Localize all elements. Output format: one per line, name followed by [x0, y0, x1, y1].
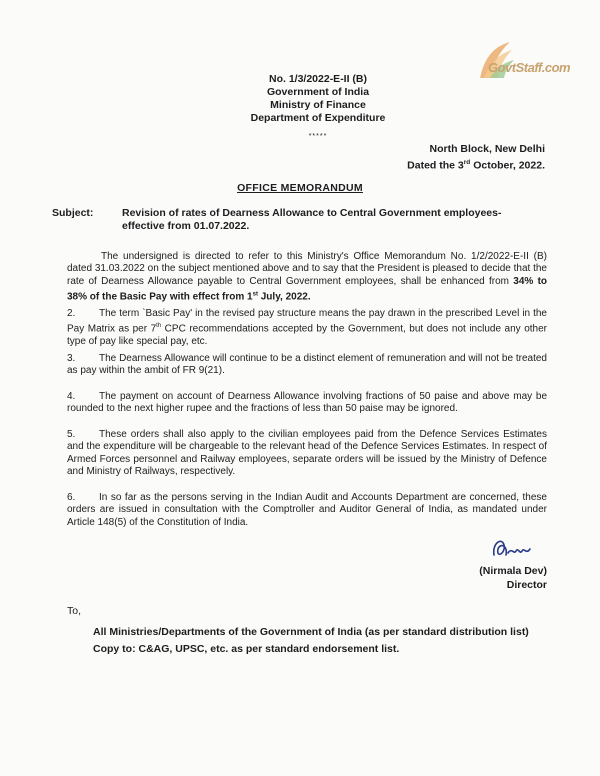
- subject-label: Subject:: [52, 207, 94, 219]
- paragraph-1: The undersigned is directed to refer to this Ministry's Office Memorandum No. 1/2/2022-E-II (B) dated 31.03.2022 on the subject mentioned above and to say that the President is pleased to decide that the rate of Dearness Allowance payable to Central Government employees, shall be enhanced from 34% to 38% of the Basic Pay with effect from 1st July, 2022.: [67, 251, 548, 303]
- office-memorandum-title: OFFICE MEMORANDUM: [237, 182, 363, 194]
- signatory-block: [479, 564, 547, 592]
- logo-text: GovtStaff.com: [488, 60, 571, 75]
- distribution-line-2: Copy to: C&AG, UPSC, etc. as per standard endorsement list.: [93, 643, 400, 655]
- distribution-line-1: All Ministries/Departments of the Government of India (as per standard distribution list): [93, 626, 529, 638]
- subject-line1: Revision of rates of Dearness Allowance to Central Government employees-: [122, 207, 502, 219]
- place-location: North Block, New Delhi: [429, 143, 545, 155]
- paragraph-2: 2. The term `Basic Pay' in the revised pay structure means the pay drawn in the prescribed Level in the Pay Matrix as per 7th CPC recommendations accepted by the Government, but does not include any other type of pay like special pay, etc.: [67, 308, 547, 348]
- subject: [52, 207, 552, 233]
- subject-line2: effective from 01.07.2022.: [122, 220, 250, 232]
- place-date: Dated the 3rd October, 2022.: [407, 159, 545, 172]
- paragraph-5: 5. These orders shall also apply to the civilian employees paid from the Defence Services Estimates and the expenditure will be chargeable to the relevant head of the Defence Services Estimates. In respect of Armed Forces personnel and Railway employees, separate orders will be issued by the Ministry of Defence and Ministry of Railways, respectively.: [67, 429, 547, 478]
- header-stars: *****: [308, 133, 328, 140]
- paragraph-3: 3. The Dearness Allowance will continue to be a distinct element of remuneration and will not be treated as pay within the ambit of FR 9(21).: [67, 353, 547, 377]
- signatory-designation: Director: [506, 579, 547, 591]
- department-name: Department of Expenditure: [250, 112, 386, 124]
- handwritten-signature-icon: [488, 535, 538, 563]
- signatory-name: (Nirmala Dev): [479, 565, 547, 577]
- to-label: To,: [67, 605, 82, 617]
- paragraph-4: 4. The payment on account of Dearness Allowance involving fractions of 50 paise and above may be rounded to the next higher rupee and the fractions of less than 50 paise may be ignored.: [67, 391, 547, 415]
- om-number: No. 1/3/2022-E-II (B): [268, 73, 368, 85]
- paragraph-6: 6. In so far as the persons serving in the Indian Audit and Accounts Department are concerned, these orders are issued in consultation with the Comptroller and Auditor General of India, as mandated under Article 148(5) of the Constitution of India.: [67, 492, 547, 528]
- government-name: Government of India: [266, 86, 370, 98]
- ministry-name: Ministry of Finance: [270, 99, 366, 111]
